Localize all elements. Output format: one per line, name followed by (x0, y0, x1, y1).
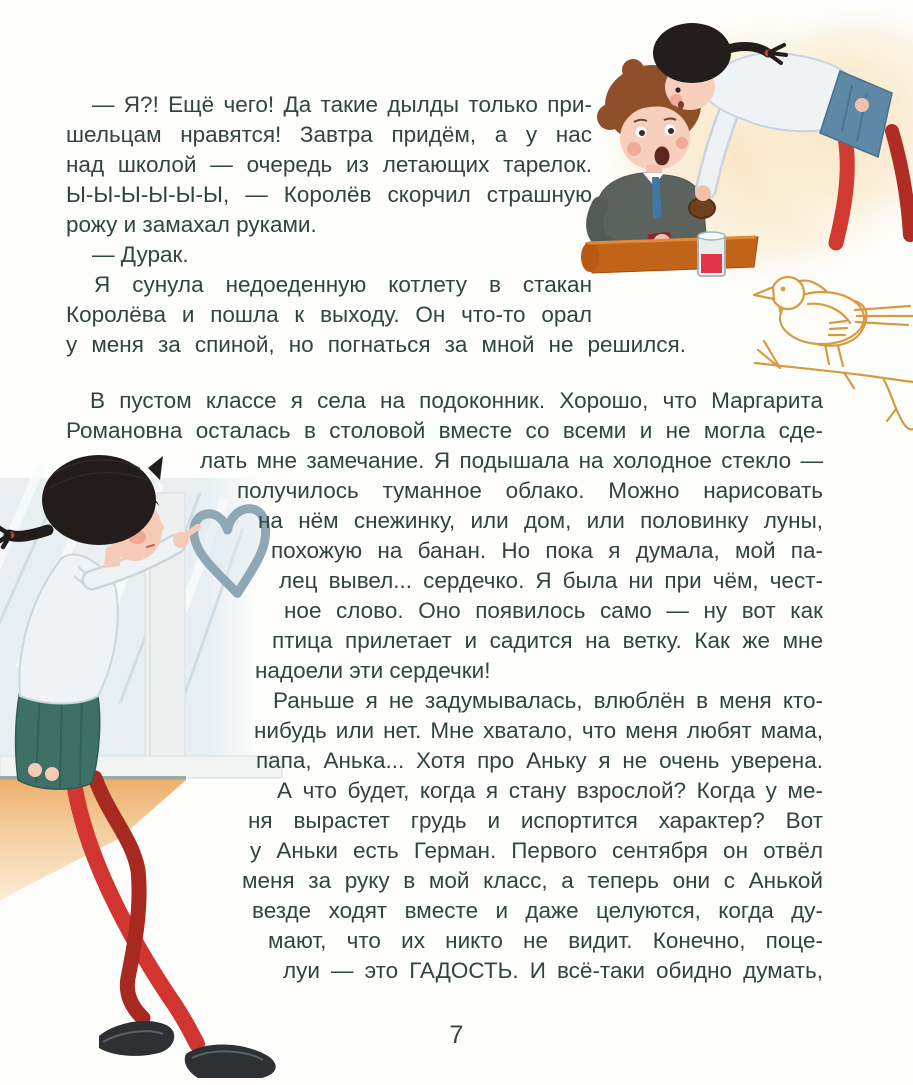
text-line: луи — это ГАДОСТЬ. И всё-таки обидно думать, (283, 958, 823, 983)
text-line: надоели эти сердечки! (255, 658, 491, 683)
text-line: меня за руку в мой класс, а теперь они с Анькой (242, 868, 823, 893)
text-line: над школой — очередь из летающих тарелок. (66, 152, 592, 177)
text-line: лец вывел... сердечко. Я была ни при чём, чест- (279, 568, 823, 593)
text-line: В пустом классе я села на подоконник. Хорошо, что Маргарита (90, 388, 823, 413)
cutlet (689, 198, 715, 218)
text-line: у меня за спиной, но погнаться за мной не решился. (66, 332, 686, 357)
girl-feeding-boy-drawing (540, 5, 913, 295)
text-line: Ы-Ы-Ы-Ы-Ы-Ы, — Королёв скорчил страшную (66, 182, 592, 207)
text-line: — Дурак. (92, 242, 189, 267)
text-line: Я сунула недоеденную котлету в стакан (94, 272, 592, 297)
text-line: рожу и замахал руками. (66, 212, 317, 237)
text-line: нибудь или нет. Мне хватало, что меня любят мама, (254, 718, 823, 743)
text-line: шельцам нравятся! Завтра придём, а у нас (66, 122, 592, 147)
text-line: Раньше я не задумывалась, влюблён в меня кто- (273, 688, 823, 713)
desk (581, 237, 758, 273)
text-line: папа, Анька... Хотя про Аньку я не очень уверена. (256, 748, 823, 773)
page-number: 7 (449, 1021, 464, 1049)
text-line: ня вырастет грудь и испортится характер? Вот (248, 808, 823, 833)
text-line: везде ходят вместе и даже целуются, когда ду- (252, 898, 823, 923)
glass-of-juice (698, 232, 725, 276)
girl-on-windowsill-illustration (0, 438, 300, 1080)
text-line: лать мне замечание. Я подышала на холодное стекло — (200, 448, 823, 473)
text-line: похожую на банан. Но пока я думала, мой па- (271, 538, 823, 563)
text-line: птица прилетает и садится на ветку. Как же мне (272, 628, 823, 653)
braid (9, 530, 48, 536)
text-line: Романовна осталась в столовой вместе со всеми и не могла сде- (66, 418, 823, 443)
text-line: получилось туманное облако. Можно нарисовать (237, 478, 823, 503)
text-line: Королёва и пошла к выходу. Он что-то орал (66, 302, 592, 327)
girl-on-windowsill-drawing (0, 438, 300, 1080)
text-line: мают, что их никто не видит. Конечно, поце- (268, 928, 823, 953)
text-line: А что будет, когда я стану взрослой? Когда у ме- (277, 778, 823, 803)
text-line: ное слово. Оно появилось само — ну вот как (284, 598, 823, 623)
black-hair (42, 455, 156, 545)
text-line: у Аньки есть Герман. Первого сентября он отвёл (250, 838, 823, 863)
girl-feeding-boy-illustration (540, 5, 913, 295)
text-line: на нём снежинку, или дом, или половинку луны, (258, 508, 823, 533)
text-line: — Я?! Ещё чего! Да такие дылды только при- (92, 92, 592, 117)
